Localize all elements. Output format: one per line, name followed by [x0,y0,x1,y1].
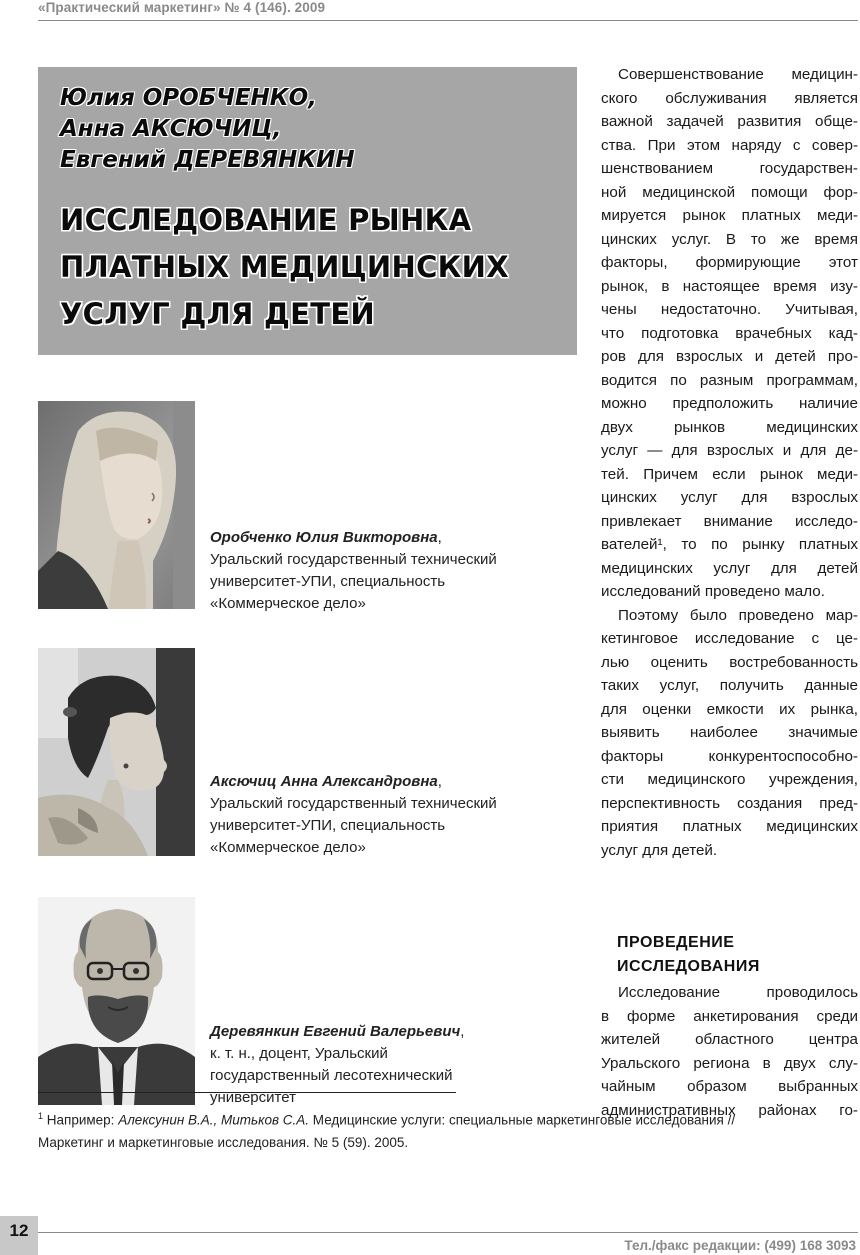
text-line: Исследование проводилось [618,984,858,1001]
footnote-text: Медицинские услуги: специальные маркетинговые исследования // [309,1112,736,1128]
footnote [38,1105,858,1154]
body-paragraph-1 [601,63,858,862]
text-line: для оценки емкости их рынка, [601,700,858,718]
author-line: Евгений ДЕРЕВЯНКИН [60,147,355,173]
title-line: ПЛАТНЫХ МЕДИЦИНСКИХ [60,250,509,284]
text-line: таких услуг, получить данные [601,677,858,694]
photo-derevyankin [38,897,195,1105]
text-line: водится по разным программам, [601,371,858,389]
footer-rule [38,1232,858,1233]
title-line: УСЛУГ ДЛЯ ДЕТЕЙ [60,297,376,331]
bio-line: Уральский государственный технический [210,551,497,568]
heading-line: ПРОВЕДЕНИЕ [617,934,735,951]
text-line: административных районах го- [601,1101,858,1119]
text-line: исследований проведено мало. [601,583,825,600]
text-line: кетинговое исследование с це- [601,630,858,647]
footnote-rule [38,1092,456,1093]
text-line: чены недостаточно. Учитывая, [601,301,858,318]
name-comma: , [437,529,442,546]
text-line: шенствованием государствен- [601,160,858,177]
editorial-contact: Тел./факс редакции: (499) 168 3093 [624,1238,856,1253]
heading-line: ИССЛЕДОВАНИЯ [617,958,760,975]
text-line: рынок, в настоящее время изу- [601,277,858,295]
text-line: чайным образом выбранных [601,1078,858,1095]
text-line: сти медицинского учреждения, [601,771,858,788]
bio-line: университет-УПИ, специальность [210,817,446,834]
name-comma: , [460,1023,465,1040]
text-line: услуг — для взрослых и для де- [601,442,858,459]
footnote-line-2: Маркетинг и маркетинговые исследования. № 5 (59). 2005. [38,1134,409,1150]
bio-derevyankin [210,1021,580,1109]
author-name: Аксючиц Анна Александровна [210,773,438,790]
text-line: двух рынков медицинских [601,418,858,436]
text-line: медицинских услуг для детей [601,559,858,577]
photo-orobchenko [38,401,195,609]
bio-line: «Коммерческое дело» [210,839,366,856]
text-line: в форме анкетирования среди [601,1007,858,1025]
text-line: вателей¹, то по рынку платных [601,536,858,553]
author-name: Деревянкин Евгений Валерьевич [210,1023,461,1040]
text-line: мируется рынок платных меди- [601,207,858,224]
text-line: лью оценить востребованность [601,653,858,671]
text-line: тей. Причем если рынок меди- [601,465,858,483]
author-line: Анна АКСЮЧИЦ, [60,116,282,142]
title-box [38,67,577,355]
photo-aksyuchits [38,648,195,856]
text-line: факторы, формирующие этот [601,254,858,271]
bio-line: к. т. н., доцент, Уральский [210,1045,388,1062]
text-line: ства. При этом наряду с совер- [601,136,858,154]
text-line: цинских услуг для взрослых [601,489,858,506]
text-line: Совершенствование медицин- [618,66,858,83]
text-line: Уральского региона в двух слу- [601,1054,858,1072]
text-line: можно предположить наличие [601,395,858,412]
text-line: услуг для детей. [601,841,718,859]
text-line: перспективность создания пред- [601,794,858,812]
footnote-marker: 1 [38,1111,44,1121]
header-rule [38,20,858,21]
author-name: Оробченко Юлия Викторовна [210,529,438,546]
author-line: Юлия ОРОБЧЕНКО, [60,85,317,111]
text-line: выявить наиболее значимые [601,724,858,741]
text-line: факторы конкурентоспособно- [601,747,858,765]
bio-line: Уральский государственный технический [210,795,497,812]
text-line: ров для взрослых и детей про- [601,348,858,365]
title-line: ИССЛЕДОВАНИЕ РЫНКА [60,203,472,237]
page-number: 12 [0,1216,38,1255]
text-line: ского обслуживания является [601,89,858,107]
authors-list [60,83,355,176]
bio-line: «Коммерческое дело» [210,595,366,612]
text-line: Поэтому было проведено мар- [618,606,858,624]
text-line: ной медицинской помощи фор- [601,183,858,201]
footnote-citation-authors: Алексунин В.А., Митьков С.А. [118,1112,310,1128]
bio-aksyuchits [210,771,580,859]
section-heading [617,931,760,979]
bio-line: университет-УПИ, специальность [210,573,446,590]
body-paragraph-3 [601,981,858,1122]
text-line: привлекает внимание исследо- [601,512,858,530]
text-line: жителей областного центра [601,1031,858,1048]
text-line: приятия платных медицинских [601,818,858,835]
text-line: цинских услуг. В то же время [601,230,858,248]
footnote-lead: Например: [43,1112,119,1128]
text-line: важной задачей развития обще- [601,113,858,130]
name-comma: , [437,773,442,790]
bio-orobchenko [210,527,580,615]
bio-line: государственный лесотехнический [210,1067,453,1084]
bio-line: университет [210,1089,296,1106]
text-line: что подготовка врачебных кад- [601,324,858,342]
running-header: «Практический маркетинг» № 4 (146). 2009 [38,0,326,15]
article-title [60,197,570,338]
